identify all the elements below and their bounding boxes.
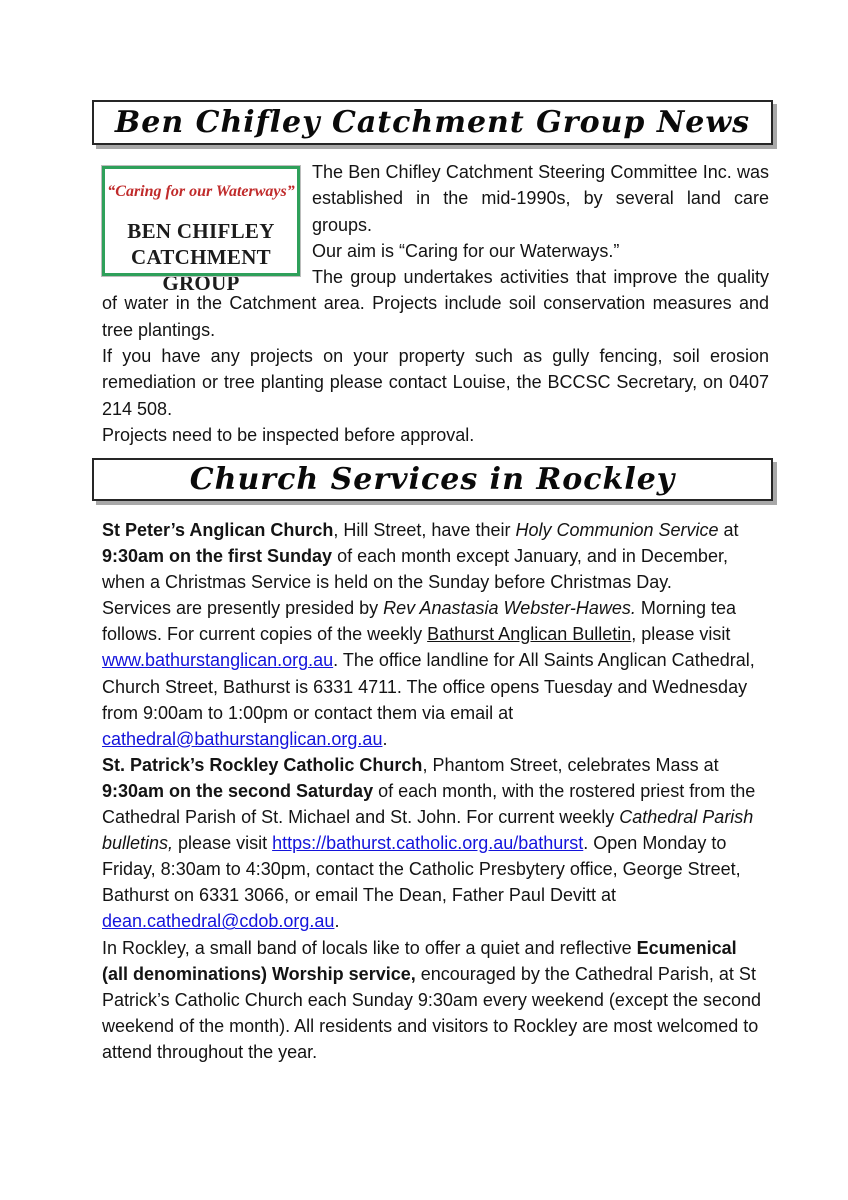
text-run: . The office landline for All Saints Anglican Cathedral, Church Street, Bathurst is 6331 4711. The office opens Tuesday and Wednesday from 9:00am to 1:00pm or contact them via email at [102,650,755,723]
text-run: encouraged by the Cathedral Parish, at St Patrick’s Catholic Church each Sunday 9:30am every weekend (except the second weekend of the month). All residents and visitors to Rockley are most welcomed to attend throughout the year. [102,963,762,1062]
paragraph [102,422,769,448]
hyperlink[interactable]: cathedral@bathurstanglican.org.au [102,728,383,749]
logo-tagline: “Caring for our Waterways” [107,183,295,200]
text-run: St Peter’s Anglican Church [102,520,334,540]
text-run: , please visit [631,624,731,645]
text-run: of each month, with the rostered priest from the Cathedral Parish of St. Michael and St. John. For current weekly [102,780,756,828]
text-run: , Hill Street, have their [333,520,516,540]
hyperlink[interactable]: www.bathurstanglican.org.au [102,650,334,671]
paragraph [102,343,769,422]
text-run: . [382,728,388,749]
paragraph [102,595,766,752]
section-title-catchment-news: Ben Chifley Catchment Group News [114,105,751,140]
paragraph [102,752,766,935]
text-run: In Rockley, a small band of locals like to offer a quiet and reflective [102,937,637,958]
church-services-body [102,517,766,1065]
text-run: Services are presently presided by [102,598,384,619]
paragraph [102,935,766,1065]
text-run: , Phantom Street, celebrates Mass at [422,754,719,775]
text-run: of each month except January, and in December, when a Christmas Service is held on the Sunday before Christmas Day. [102,546,728,593]
text-run: . Open Monday to Friday, 8:30am to 4:30pm, contact the Catholic Presbytery office, George Street, Bathurst on 6331 3066, or email The Dean, Father Paul Devitt at [102,833,741,906]
section-title-church-services: Church Services in Rockley [189,462,676,497]
text-run: Bathurst Anglican Bulletin [427,624,632,645]
text-run: Rev Anastasia Webster-Hawes. [383,598,636,619]
text-run: The group undertakes activities that improve the quality of water in the Catchment area. Projects include soil conservation measures and tree plantings. [102,267,769,340]
text-run: St. Patrick’s Rockley Catholic Church [102,754,423,775]
text-run: Our aim is “Caring for our Waterways.” [312,240,620,261]
catchment-news-body [102,159,769,448]
paragraph [102,517,766,595]
text-run: at [718,520,739,540]
logo-name-line1: BEN CHIFLEY [127,219,275,244]
text-run: 9:30am on the second Saturday [102,780,374,801]
text-run: . [334,911,340,932]
text-run: Morning tea follows. For current copies of the weekly [102,598,736,645]
text-run: please visit [173,833,273,854]
hyperlink[interactable]: dean.cathedral@cdob.org.au [102,911,335,932]
text-run: Cathedral Parish bulletins, [102,807,754,854]
text-run: Ecumenical (all denominations) Worship service, [102,937,737,984]
section-header-church-services [92,458,773,501]
hyperlink[interactable]: https://bathurst.catholic.org.au/bathurst [272,833,584,854]
text-run: The Ben Chifley Catchment Steering Committee Inc. was established in the mid-1990s, by several land care groups. [312,162,769,235]
text-run: Projects need to be inspected before approval. [102,424,475,445]
logo-name-line2: CATCHMENT GROUP [131,245,271,296]
text-run: Holy Communion Service [515,520,719,540]
text-run: 9:30am on the first Sunday [102,546,333,567]
catchment-group-logo [102,166,300,296]
text-run: If you have any projects on your property such as gully fencing, soil erosion remediation or tree planting please contact Louise, the BCCSC Secretary, on 0407 214 508. [102,346,769,419]
section-header-catchment-news [92,100,773,145]
